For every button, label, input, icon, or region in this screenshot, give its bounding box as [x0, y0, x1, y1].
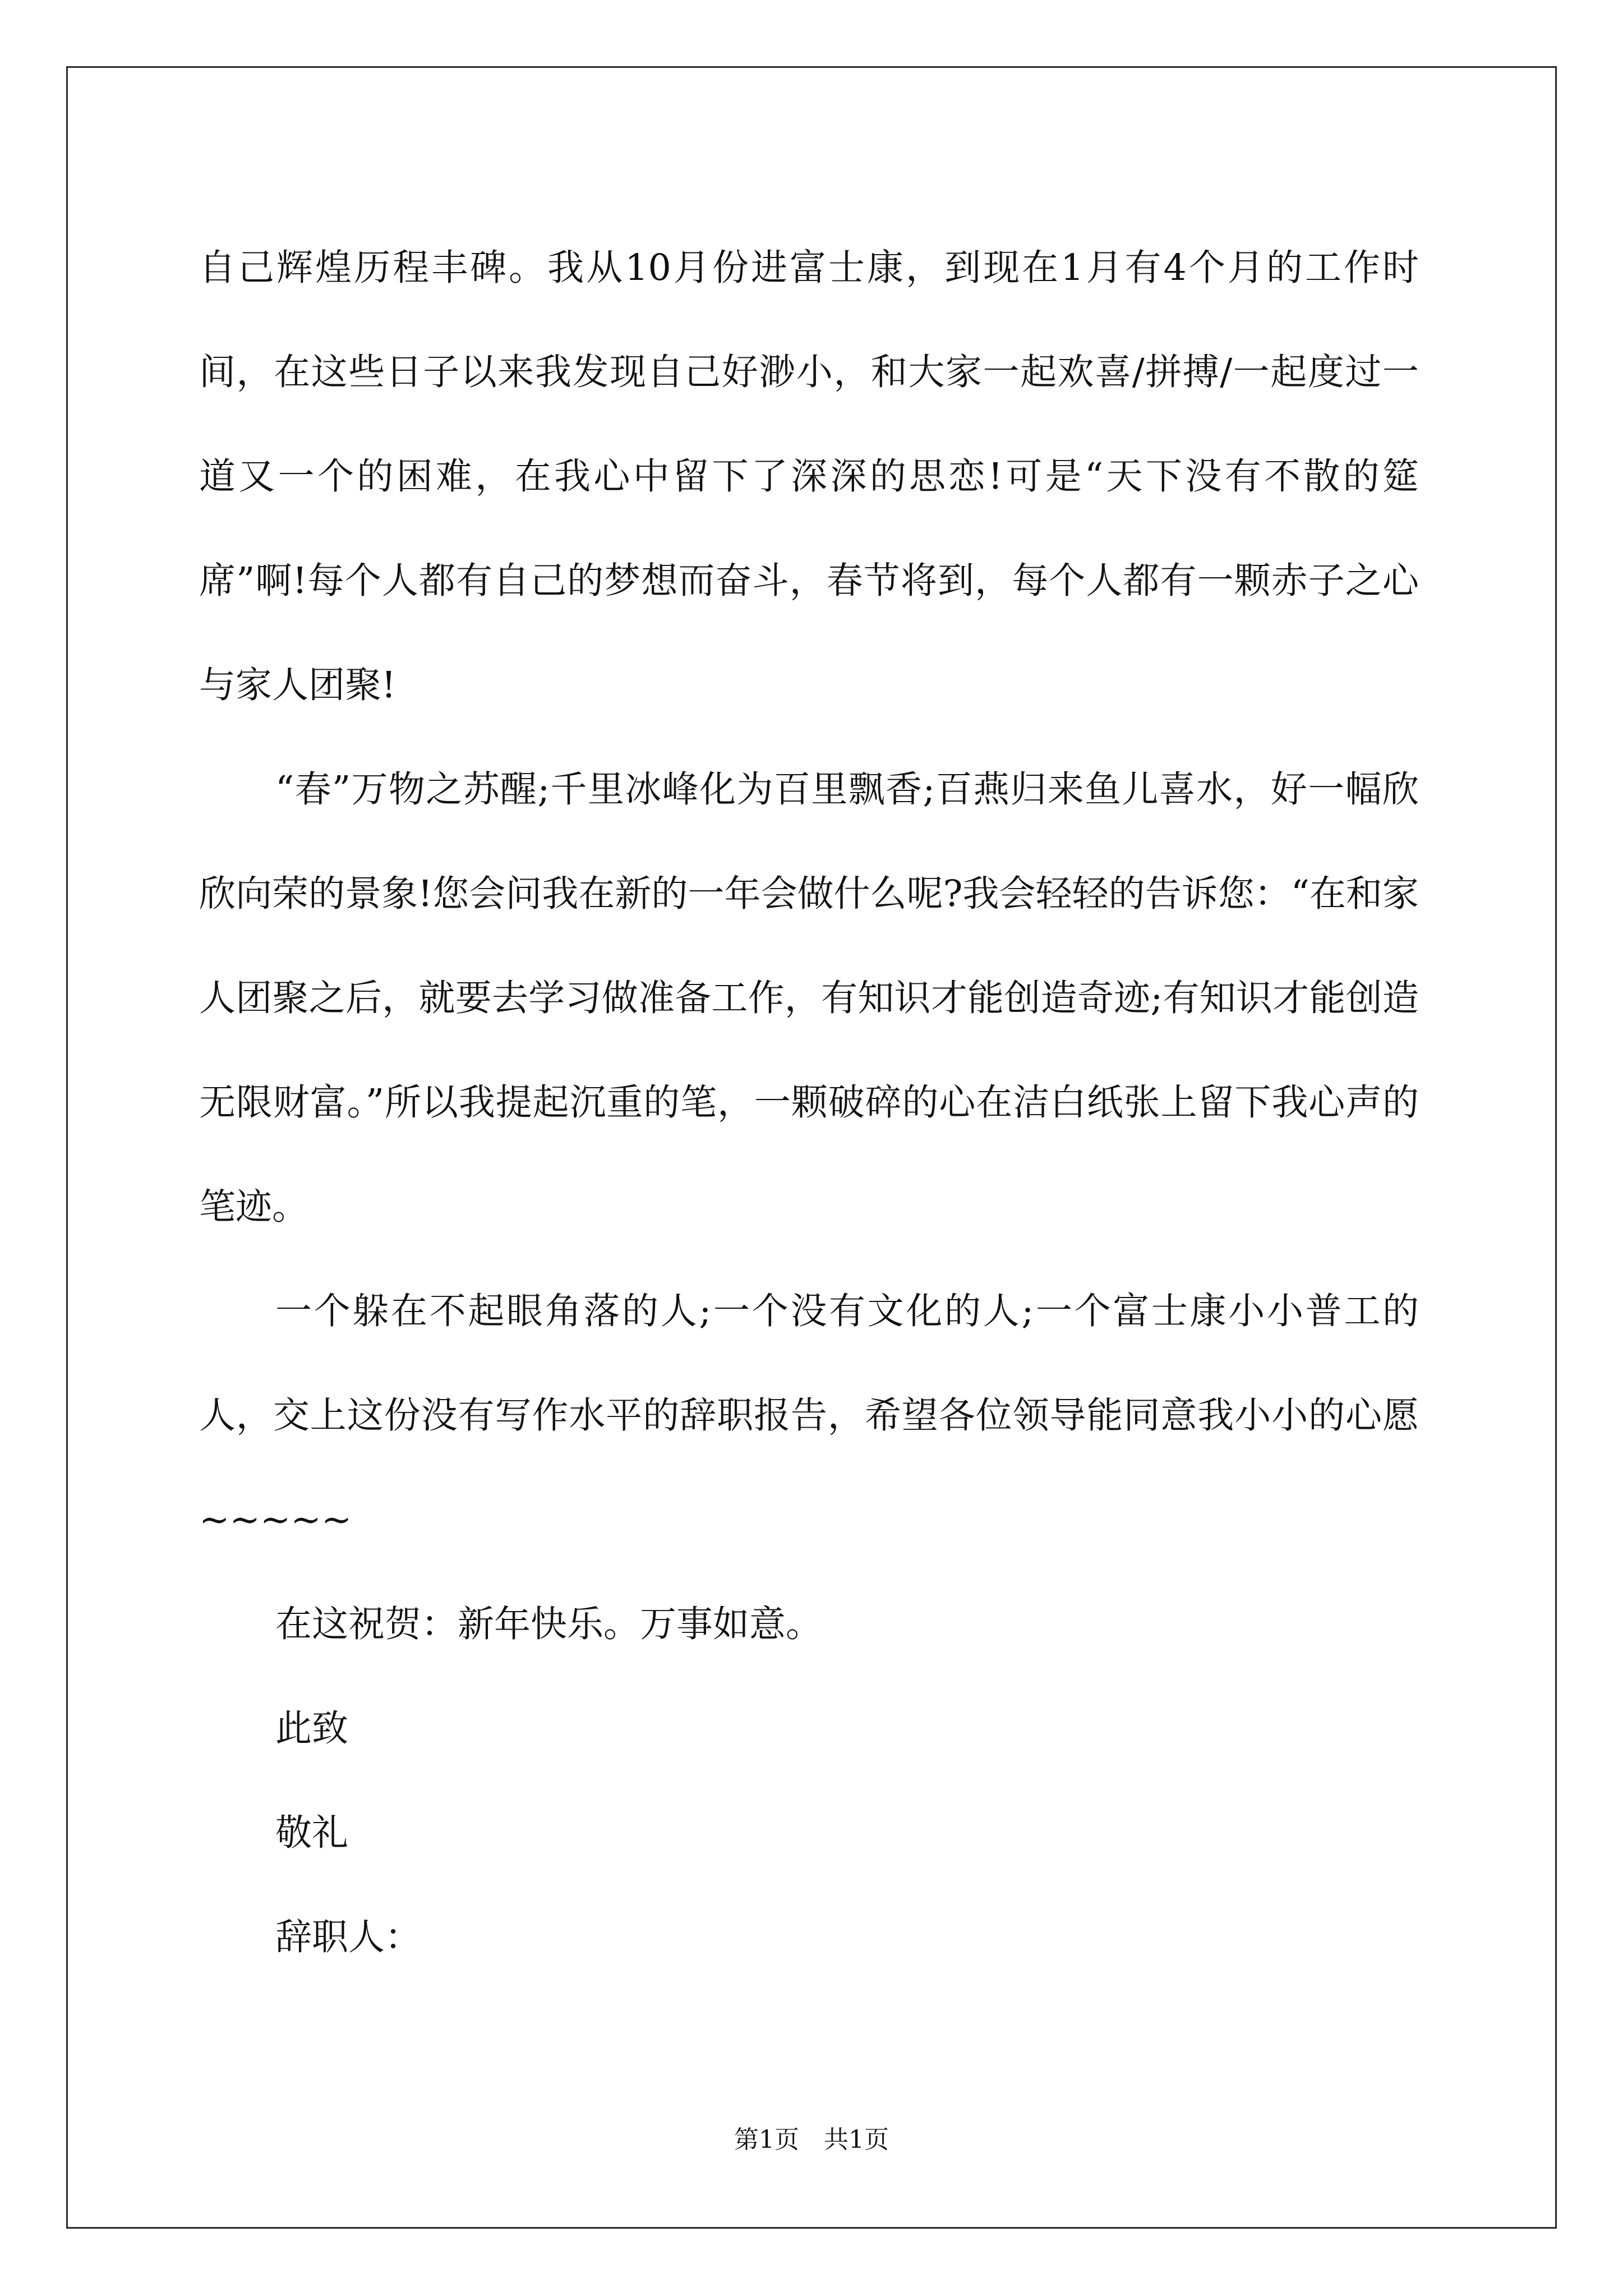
paragraph-1: 自己辉煌历程丰碑。我从10月份进富士康，到现在1月有4个月的工作时间，在这些日子以来我发现自己好渺小，和大家一起欢喜/拼搏/一起度过一道又一个的困难，在我心中留下了深深的思恋!可是“天下没有不散的筵席”啊!每个人都有自己的梦想而奋斗，春节将到，每个人都有一颗赤子之心与家人团聚!	[199, 247, 1419, 706]
paragraph-3: 一个躲在不起眼角落的人;一个没有文化的人;一个富士康小小普工的人，交上这份没有写作水平的辞职报告，希望各位领导能同意我小小的心愿~~~~~	[199, 1290, 1419, 1541]
paragraph-2: “春”万物之苏醒;千里冰峰化为百里飘香;百燕归来鱼儿喜水，好一幅欣欣向荣的景象!您会问我在新的一年会做什么呢?我会轻轻的告诉您：“在和家人团聚之后，就要去学习做准备工作，有知识才能创造奇迹;有知识才能创造无限财富。”所以我提起沉重的笔，一颗破碎的心在洁白纸张上留下我心声的笔迹。	[199, 769, 1419, 1228]
closing-line-1: 此致	[275, 1708, 349, 1750]
page-number-footer: 第1页 共1页	[734, 2125, 889, 2154]
signature-label: 辞职人：	[275, 1916, 422, 1958]
document-body	[199, 216, 1419, 1990]
greeting-line: 在这祝贺：新年快乐。万事如意。	[275, 1603, 823, 1645]
closing-line-2: 敬礼	[275, 1812, 349, 1854]
